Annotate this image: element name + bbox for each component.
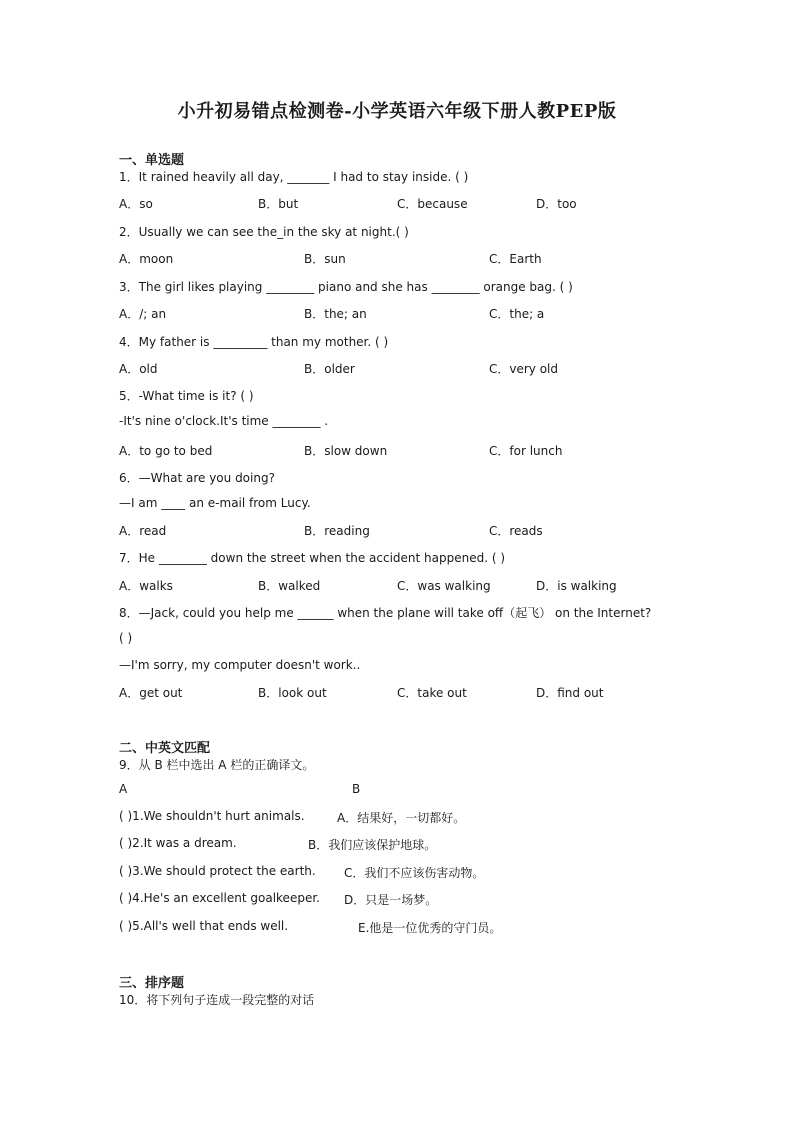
option-c: C．because <box>397 197 468 211</box>
column-a-label: A <box>119 782 128 796</box>
option-c: C．very old <box>489 362 559 376</box>
option-a: A．moon <box>119 252 174 266</box>
question-stem: 7．He ________ down the street when the accident happened. ( ) <box>119 551 506 565</box>
match-row-a: ( )4.He's an excellent goalkeeper. <box>119 891 320 905</box>
option-b: B．the; an <box>304 307 367 321</box>
question-stem: 3．The girl likes playing ________ piano and she has ________ orange bag. ( ) <box>119 280 573 294</box>
option-b: B．slow down <box>304 444 388 458</box>
match-row-b: B．我们应该保护地球。 <box>308 838 437 852</box>
option-c: C．Earth <box>489 252 542 266</box>
option-c: C．the; a <box>489 307 545 321</box>
question-stem: 4．My father is _________ than my mother. ( ) <box>119 335 389 349</box>
option-b: B．look out <box>258 686 327 700</box>
section-instruction: 10．将下列句子连成一段完整的对话 <box>119 993 315 1007</box>
option-a: A．so <box>119 197 153 211</box>
section-heading: 二、中英文匹配 <box>119 741 211 756</box>
match-row-a: ( )5.All's well that ends well. <box>119 919 289 933</box>
question-stem: 2．Usually we can see the_in the sky at night.( ) <box>119 225 409 239</box>
option-c: C．was walking <box>397 579 491 593</box>
option-b: B．but <box>258 197 299 211</box>
match-row-b: D．只是一场梦。 <box>344 893 438 907</box>
match-row-a: ( )2.It was a dream. <box>119 836 237 850</box>
option-a: A．old <box>119 362 158 376</box>
question-stem-line2: —I am ____ an e-mail from Lucy. <box>119 496 311 510</box>
question-stem: 1．It rained heavily all day, _______ I had to stay inside. ( ) <box>119 170 469 184</box>
match-row-b: C．我们不应该伤害动物。 <box>344 866 485 880</box>
option-b: B．sun <box>304 252 346 266</box>
option-d: D．is walking <box>536 579 617 593</box>
match-row-b: E.他是一位优秀的守门员。 <box>358 921 502 935</box>
option-c: C．reads <box>489 524 543 538</box>
option-c: C．for lunch <box>489 444 563 458</box>
option-a: A．get out <box>119 686 183 700</box>
section-instruction: 9．从 B 栏中选出 A 栏的正确译文。 <box>119 758 315 772</box>
option-a: A．walks <box>119 579 173 593</box>
match-row-a: ( )1.We shouldn't hurt animals. <box>119 809 305 823</box>
section-heading: 一、单选题 <box>119 153 185 168</box>
option-b: B．walked <box>258 579 321 593</box>
option-d: D．too <box>536 197 577 211</box>
match-row-b: A．结果好，一切都好。 <box>337 811 466 825</box>
section-heading: 三、排序题 <box>119 976 185 991</box>
question-stem: 5．-What time is it? ( ) <box>119 389 254 403</box>
option-c: C．take out <box>397 686 467 700</box>
question-stem: 6．—What are you doing? <box>119 471 275 485</box>
match-row-a: ( )3.We should protect the earth. <box>119 864 316 878</box>
column-b-label: B <box>352 782 361 796</box>
question-stem-line3: —I'm sorry, my computer doesn't work.. <box>119 658 361 672</box>
option-a: A．to go to bed <box>119 444 213 458</box>
option-b: B．reading <box>304 524 370 538</box>
option-d: D．find out <box>536 686 604 700</box>
option-b: B．older <box>304 362 355 376</box>
question-stem-line2: -It's nine o'clock.It's time ________ . <box>119 414 329 428</box>
question-stem: 8．—Jack, could you help me ______ when the plane will take off（起飞） on the Internet? <box>119 606 652 620</box>
option-a: A．/; an <box>119 307 167 321</box>
question-stem-line2: ( ) <box>119 631 133 645</box>
option-a: A．read <box>119 524 167 538</box>
page-title: 小升初易错点检测卷-小学英语六年级下册人教PEP版 <box>177 101 617 122</box>
